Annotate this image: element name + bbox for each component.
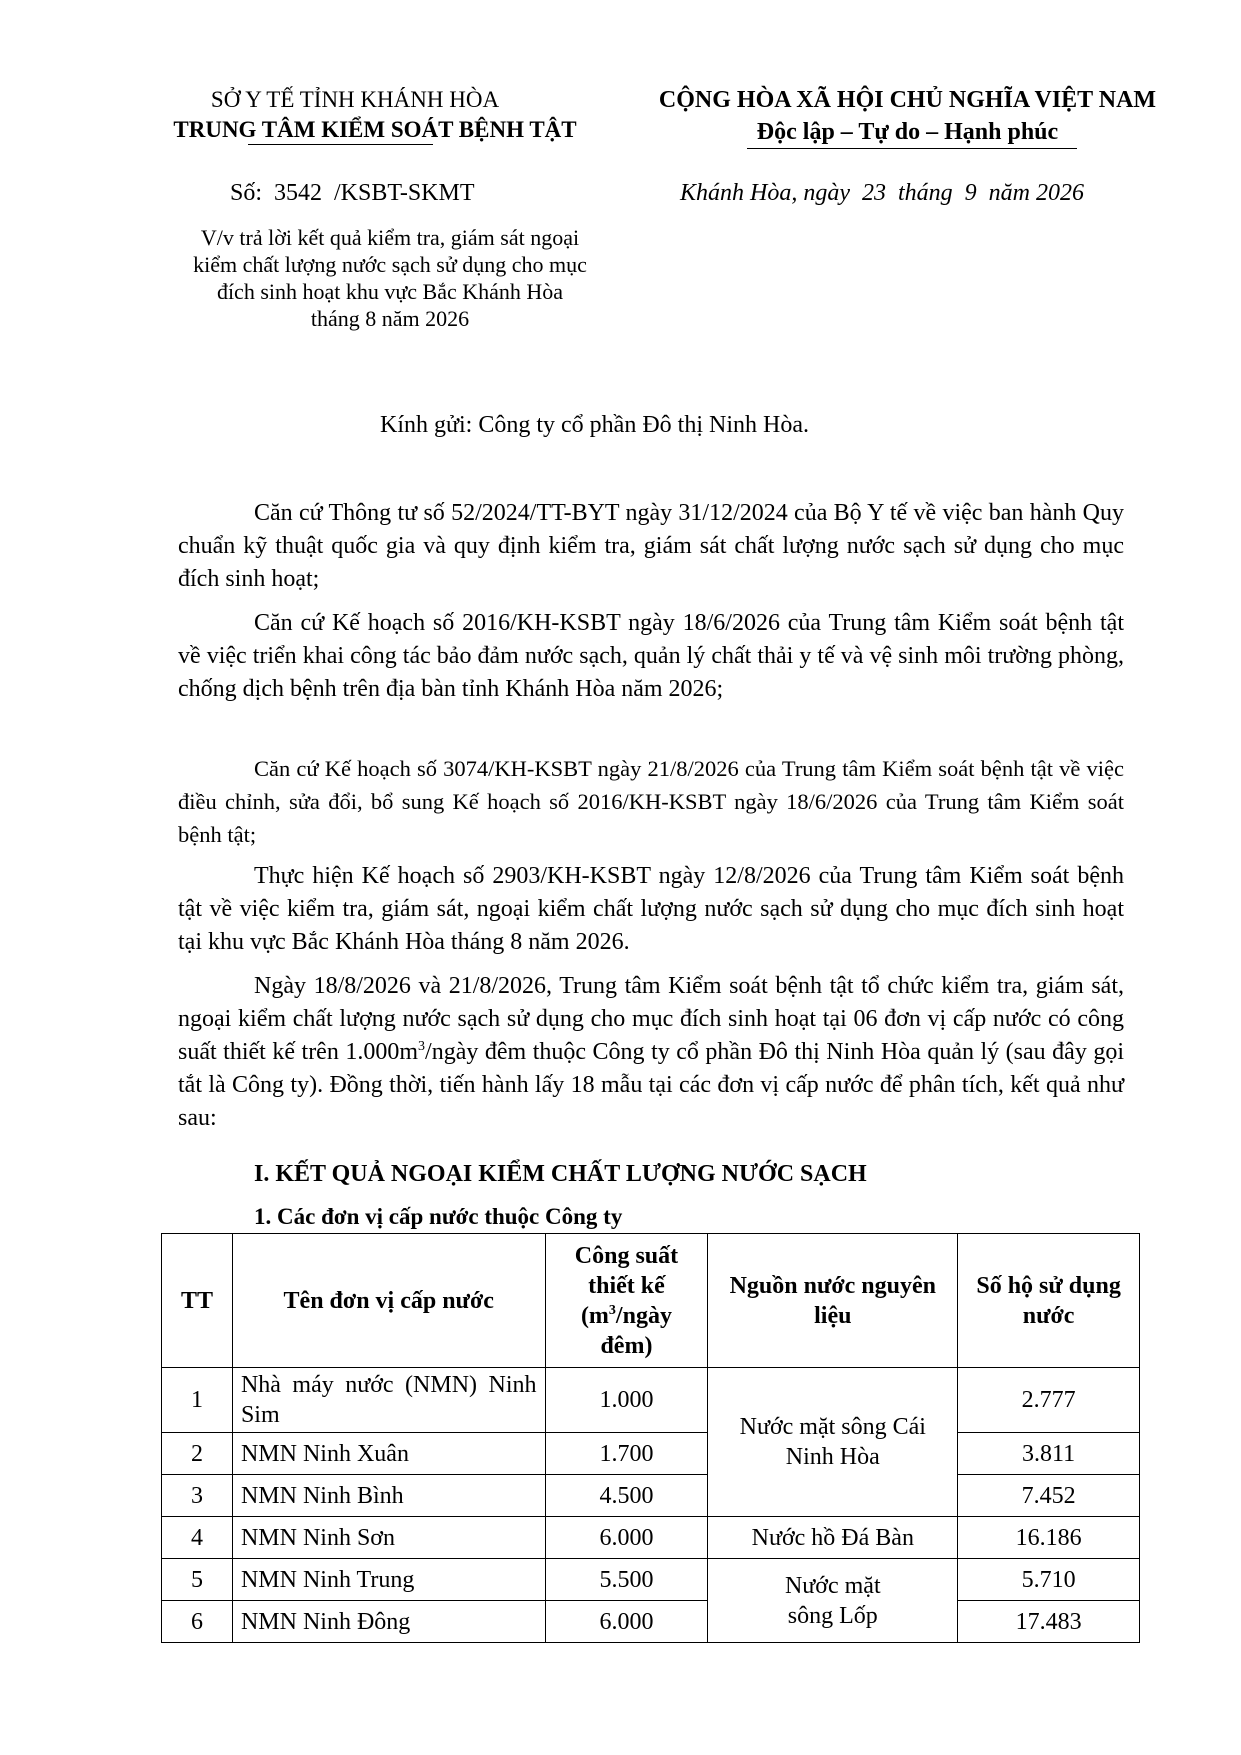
cell-households: 7.452: [958, 1475, 1140, 1517]
subject-line: V/v trả lời kết quả kiểm tra, giám sát ngoại: [200, 225, 580, 250]
cell-source-group: Nước mặt sông Cái Ninh Hòa: [708, 1368, 958, 1517]
national-motto: Độc lập – Tự do – Hạnh phúc: [756, 119, 1059, 145]
paragraph-implementation: Thực hiện Kế hoạch số 2903/KH-KSBT ngày 12/8/2026 của Trung tâm Kiểm soát bệnh tật về việc kiểm tra, giám sát, ngoại kiểm chất lượng nước sạch sử dụng cho mục đích sinh hoạt tại khu vực Bắc Khánh Hòa tháng 8 năm 2026.: [178, 863, 1124, 955]
subsection-title: 1. Các đơn vị cấp nước thuộc Công ty: [254, 1204, 623, 1229]
issuing-organization: TRUNG TÂM KIỂM SOÁT BỆNH TẬT: [173, 117, 577, 142]
cell-unit-name: NMN Ninh Sơn: [232, 1517, 545, 1559]
document-number: Số: 3542 /KSBT-SKMT: [230, 180, 475, 206]
national-title: CỘNG HÒA XÃ HỘI CHỦ NGHĨA VIỆT NAM: [658, 87, 1157, 113]
cell-unit-name: NMN Ninh Đông: [232, 1601, 545, 1643]
place-and-date: Khánh Hòa, ngày 23 tháng 9 năm 2026: [680, 180, 1084, 206]
table-row: [162, 1433, 1140, 1475]
superscript-3: 3: [418, 1039, 426, 1054]
cell-tt: 4: [162, 1517, 233, 1559]
cell-unit-name: NMN Ninh Xuân: [232, 1433, 545, 1475]
cell-unit-name: [232, 1368, 545, 1433]
organization-underline: [248, 144, 433, 145]
cell-capacity: 5.500: [545, 1559, 708, 1601]
motto-underline: [747, 148, 1077, 149]
cell-tt: 3: [162, 1475, 233, 1517]
header-capacity-sup: 3: [608, 1302, 616, 1318]
document-subject: [145, 224, 635, 332]
cell-capacity: 1.700: [545, 1433, 708, 1475]
header-capacity-text: Công suất thiết kế (m: [574, 1242, 679, 1329]
subject-line: đích sinh hoạt khu vực Bắc Khánh Hòa: [216, 279, 564, 304]
header-tt: TT: [162, 1234, 233, 1368]
recipient-line: Kính gửi: Công ty cổ phần Đô thị Ninh Hòa.: [380, 412, 809, 438]
subject-line: tháng 8 năm 2026: [310, 306, 470, 331]
summary-text-part1: Ngày 18/8/2026 và 21/8/2026, Trung tâm Kiểm soát bệnh tật tổ chức kiểm tra, giám sát, ngoại kiểm chất lượng nước sạch sử dụng cho mục đích sinh hoạt tại 06 đơn vị cấp nước có công suất thiết kế trên 1.000m: [178, 973, 1124, 1065]
header-raw-water-source: Nguồn nước nguyên liệu: [708, 1234, 958, 1368]
table-row: [162, 1601, 1140, 1643]
header-capacity-unit: /ngày đêm): [600, 1302, 672, 1359]
table-row: [162, 1368, 1140, 1433]
header-capacity: [545, 1234, 708, 1368]
cell-tt: 1: [162, 1368, 233, 1433]
cell-households: 3.811: [958, 1433, 1140, 1475]
paragraph-inspection-summary: [178, 970, 1124, 1135]
paragraph-legal-basis-1: Căn cứ Thông tư số 52/2024/TT-BYT ngày 31/12/2024 của Bộ Y tế về việc ban hành Quy chuẩn kỹ thuật quốc gia và quy định kiểm tra, giám sát chất lượng nước sạch sử dụng cho mục đích sinh hoạt;: [178, 500, 1124, 592]
table-row: [162, 1559, 1140, 1601]
cell-households: 17.483: [958, 1601, 1140, 1643]
unit-name-text: Nhà máy nước (NMN) Ninh Sim: [240, 1372, 537, 1428]
cell-tt: 2: [162, 1433, 233, 1475]
paragraph-legal-basis-2: Căn cứ Kế hoạch số 2016/KH-KSBT ngày 18/6/2026 của Trung tâm Kiểm soát bệnh tật về việc triển khai công tác bảo đảm nước sạch, quản lý chất thải y tế và vệ sinh môi trường phòng, chống dịch bệnh trên địa bàn tỉnh Khánh Hòa năm 2026;: [178, 610, 1124, 702]
cell-capacity: 6.000: [545, 1517, 708, 1559]
issuing-authority: SỞ Y TẾ TỈNH KHÁNH HÒA: [210, 87, 500, 112]
header-unit-name: Tên đơn vị cấp nước: [232, 1234, 545, 1368]
cell-source-group: [708, 1559, 958, 1643]
source-group-text: Nước mặt sông Lốp: [784, 1572, 881, 1629]
cell-capacity: 4.500: [545, 1475, 708, 1517]
section-title: I. KẾT QUẢ NGOẠI KIỂM CHẤT LƯỢNG NƯỚC SẠCH: [254, 1161, 867, 1187]
table-header-row: [162, 1234, 1140, 1368]
cell-unit-name: NMN Ninh Trung: [232, 1559, 545, 1601]
cell-source-group: Nước hồ Đá Bàn: [708, 1517, 958, 1559]
header-households: Số hộ sử dụng nước: [958, 1234, 1140, 1368]
cell-tt: 6: [162, 1601, 233, 1643]
cell-households: 2.777: [958, 1368, 1140, 1433]
cell-capacity: 6.000: [545, 1601, 708, 1643]
cell-unit-name: NMN Ninh Bình: [232, 1475, 545, 1517]
cell-households: 16.186: [958, 1517, 1140, 1559]
paragraph-legal-basis-3: Căn cứ Kế hoạch số 3074/KH-KSBT ngày 21/8/2026 của Trung tâm Kiểm soát bệnh tật về việc điều chỉnh, sửa đổi, bổ sung Kế hoạch số 2016/KH-KSBT ngày 18/6/2026 của Trung tâm Kiểm soát bệnh tật;: [178, 756, 1124, 847]
subject-line: kiểm chất lượng nước sạch sử dụng cho mục: [193, 252, 587, 277]
table-row: [162, 1517, 1140, 1559]
water-supply-units-table: [161, 1233, 1140, 1643]
cell-households: 5.710: [958, 1559, 1140, 1601]
table-row: [162, 1475, 1140, 1517]
cell-capacity: 1.000: [545, 1368, 708, 1433]
summary-text-part2: /ngày đêm thuộc Công ty cổ phần Đô thị Ninh Hòa quản lý (sau đây gọi tắt là Công ty). Đồng thời, tiến hành lấy 18 mẫu tại các đơn vị cấp nước để phân tích, kết quả như sau:: [178, 1039, 1125, 1131]
cell-tt: 5: [162, 1559, 233, 1601]
